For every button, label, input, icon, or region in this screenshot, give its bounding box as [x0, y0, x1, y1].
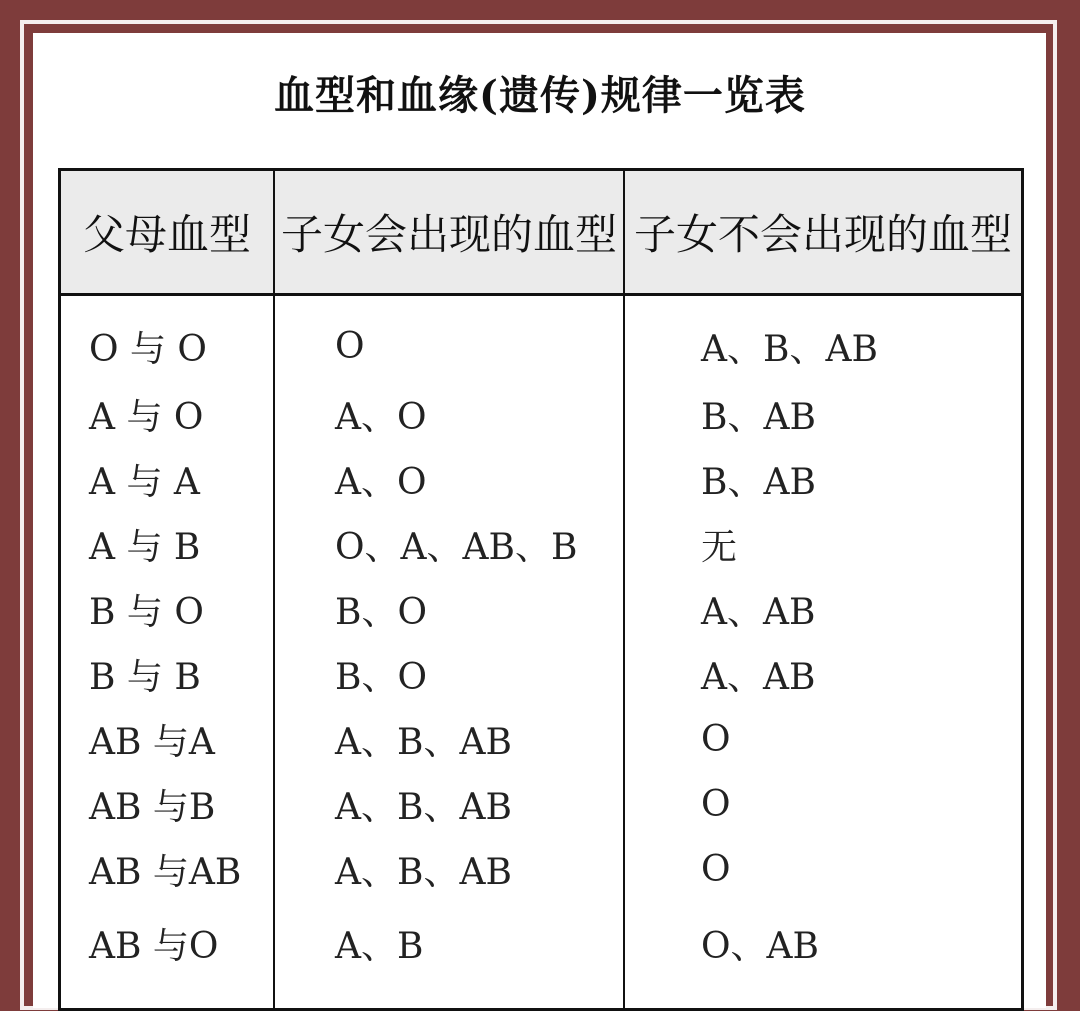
table-row	[60, 382, 1023, 447]
table-row	[60, 512, 1023, 577]
header-row	[60, 170, 1023, 295]
impossible-cell: A、B、AB	[624, 295, 1023, 383]
possible-cell: A、B、AB	[274, 837, 624, 902]
parents-cell: O 与 O	[60, 295, 275, 383]
table-row	[60, 707, 1023, 772]
table-row	[60, 447, 1023, 512]
header-parents: 父母血型	[60, 170, 275, 295]
page-title: 血型和血缘(遗传)规律一览表	[274, 72, 806, 119]
impossible-cell: 无	[624, 512, 1023, 577]
possible-cell: A、B、AB	[274, 772, 624, 837]
table-row	[60, 902, 1023, 1010]
impossible-cell: O	[624, 837, 1023, 902]
impossible-cell: A、AB	[624, 642, 1023, 707]
parents-cell: B 与 O	[60, 577, 275, 642]
header-possible: 子女会出现的血型	[274, 170, 624, 295]
parents-cell: AB 与B	[60, 772, 275, 837]
possible-cell: B、O	[274, 642, 624, 707]
possible-cell: A、O	[274, 447, 624, 512]
possible-cell: A、B	[274, 902, 624, 1010]
table-row	[60, 642, 1023, 707]
header-impossible: 子女不会出现的血型	[624, 170, 1023, 295]
parents-cell: AB 与A	[60, 707, 275, 772]
parents-cell: B 与 B	[60, 642, 275, 707]
impossible-cell: O、AB	[624, 902, 1023, 1010]
possible-cell: A、B、AB	[274, 707, 624, 772]
impossible-cell: O	[624, 707, 1023, 772]
parents-cell: A 与 O	[60, 382, 275, 447]
possible-cell: B、O	[274, 577, 624, 642]
impossible-cell: O	[624, 772, 1023, 837]
parents-cell: AB 与O	[60, 902, 275, 1010]
impossible-cell: B、AB	[624, 382, 1023, 447]
parents-cell: A 与 B	[60, 512, 275, 577]
table-row	[60, 295, 1023, 383]
impossible-cell: B、AB	[624, 447, 1023, 512]
parents-cell: AB 与AB	[60, 837, 275, 902]
possible-cell: O	[274, 295, 624, 383]
table-row	[60, 577, 1023, 642]
impossible-cell: A、AB	[624, 577, 1023, 642]
table-row	[60, 837, 1023, 902]
parents-cell: A 与 A	[60, 447, 275, 512]
table-row	[60, 772, 1023, 837]
blood-type-table	[58, 168, 1024, 1011]
possible-cell: A、O	[274, 382, 624, 447]
possible-cell: O、A、AB、B	[274, 512, 624, 577]
